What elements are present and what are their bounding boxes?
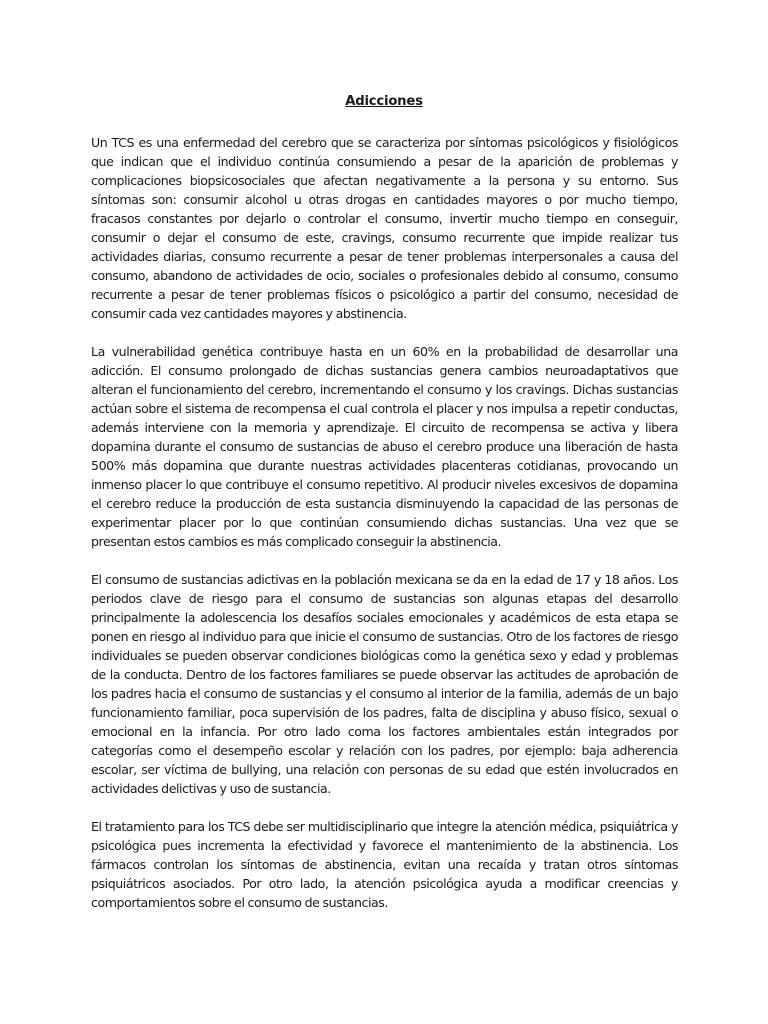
- paragraph-4: El tratamiento para los TCS debe ser multidisciplinario que integre la atención médica, psiquiátrica y psicológica pues incrementa la efectividad y favorece el mantenimiento de la abstinencia. Los fármacos controlan los síntomas de abstinencia, evitan una recaída y tratan otros síntomas psiquiátricos asociados. Por otro lado, la atención psicológica ayuda a modificar creencias y comportamientos sobre el consumo de sustancias.: [91, 819, 678, 910]
- document-body: [91, 133, 678, 931]
- paragraph-2: La vulnerabilidad genética contribuye hasta en un 60% en la probabilidad de desarrollar una adicción. El consumo prolongado de dichas sustancias genera cambios neuroadaptativos que alteran el funcionamiento del cerebro, incrementando el consumo y los cravings. Dichas sustancias actúan sobre el sistema de recompensa el cual controla el placer y nos impulsa a repetir conductas, además interviene con la memoria y aprendizaje. El circuito de recompensa se activa y libera dopamina durante el consumo de sustancias de abuso el cerebro produce una liberación de hasta 500% más dopamina que durante nuestras actividades placenteras cotidianas, provocando un inmenso placer lo que contribuye el consumo repetitivo. Al producir niveles excesivos de dopamina el cerebro reduce la producción de esta sustancia disminuyendo la capacidad de las personas de experimentar placer por lo que continúan consumiendo dichas sustancias. Una vez que se presentan estos cambios es más complicado conseguir la abstinencia.: [91, 344, 678, 549]
- paragraph-1: Un TCS es una enfermedad del cerebro que se caracteriza por síntomas psicológicos y fisiológicos que indican que el individuo continúa consumiendo a pesar de la aparición de problemas y complicaciones biopsicosociales que afectan negativamente a la persona y su entorno. Sus síntomas son: consumir alcohol u otras drogas en cantidades mayores o por mucho tiempo, fracasos constantes por dejarlo o controlar el consumo, invertir mucho tiempo en conseguir, consumir o dejar el consumo de este, cravings, consumo recurrente que impide realizar tus actividades diarias, consumo recurrente a pesar de tener problemas interpersonales a causa del consumo, abandono de actividades de ocio, sociales o profesionales debido al consumo, consumo recurrente a pesar de tener problemas físicos o psicológico a partir del consumo, necesidad de consumir cada vez cantidades mayores y abstinencia.: [91, 135, 678, 321]
- paragraph-3: El consumo de sustancias adictivas en la población mexicana se da en la edad de 17 y 18 años. Los periodos clave de riesgo para el consumo de sustancias son algunas etapas del desarrollo principalmente la adolescencia los desafíos sociales emocionales y académicos de esta etapa se ponen en riesgo al individuo para que inicie el consumo de sustancias. Otro de los factores de riesgo individuales se pueden observar condiciones biológicas como la genética sexo y edad y problemas de la conducta. Dentro de los factores familiares se puede observar las actitudes de aprobación de los padres hacia el consumo de sustancias y el consumo al interior de la familia, además de un bajo funcionamiento familiar, poca supervisión de los padres, falta de disciplina y abuso físico, sexual o emocional en la infancia. Por otro lado coma los factores ambientales están integrados por categorías como el desempeño escolar y relación con los padres, por ejemplo: baja adherencia escolar, ser víctima de bullying, una relación con personas de su edad que estén involucrados en actividades delictivas y uso de sustancia.: [91, 572, 678, 796]
- document-title: Adicciones: [345, 94, 423, 109]
